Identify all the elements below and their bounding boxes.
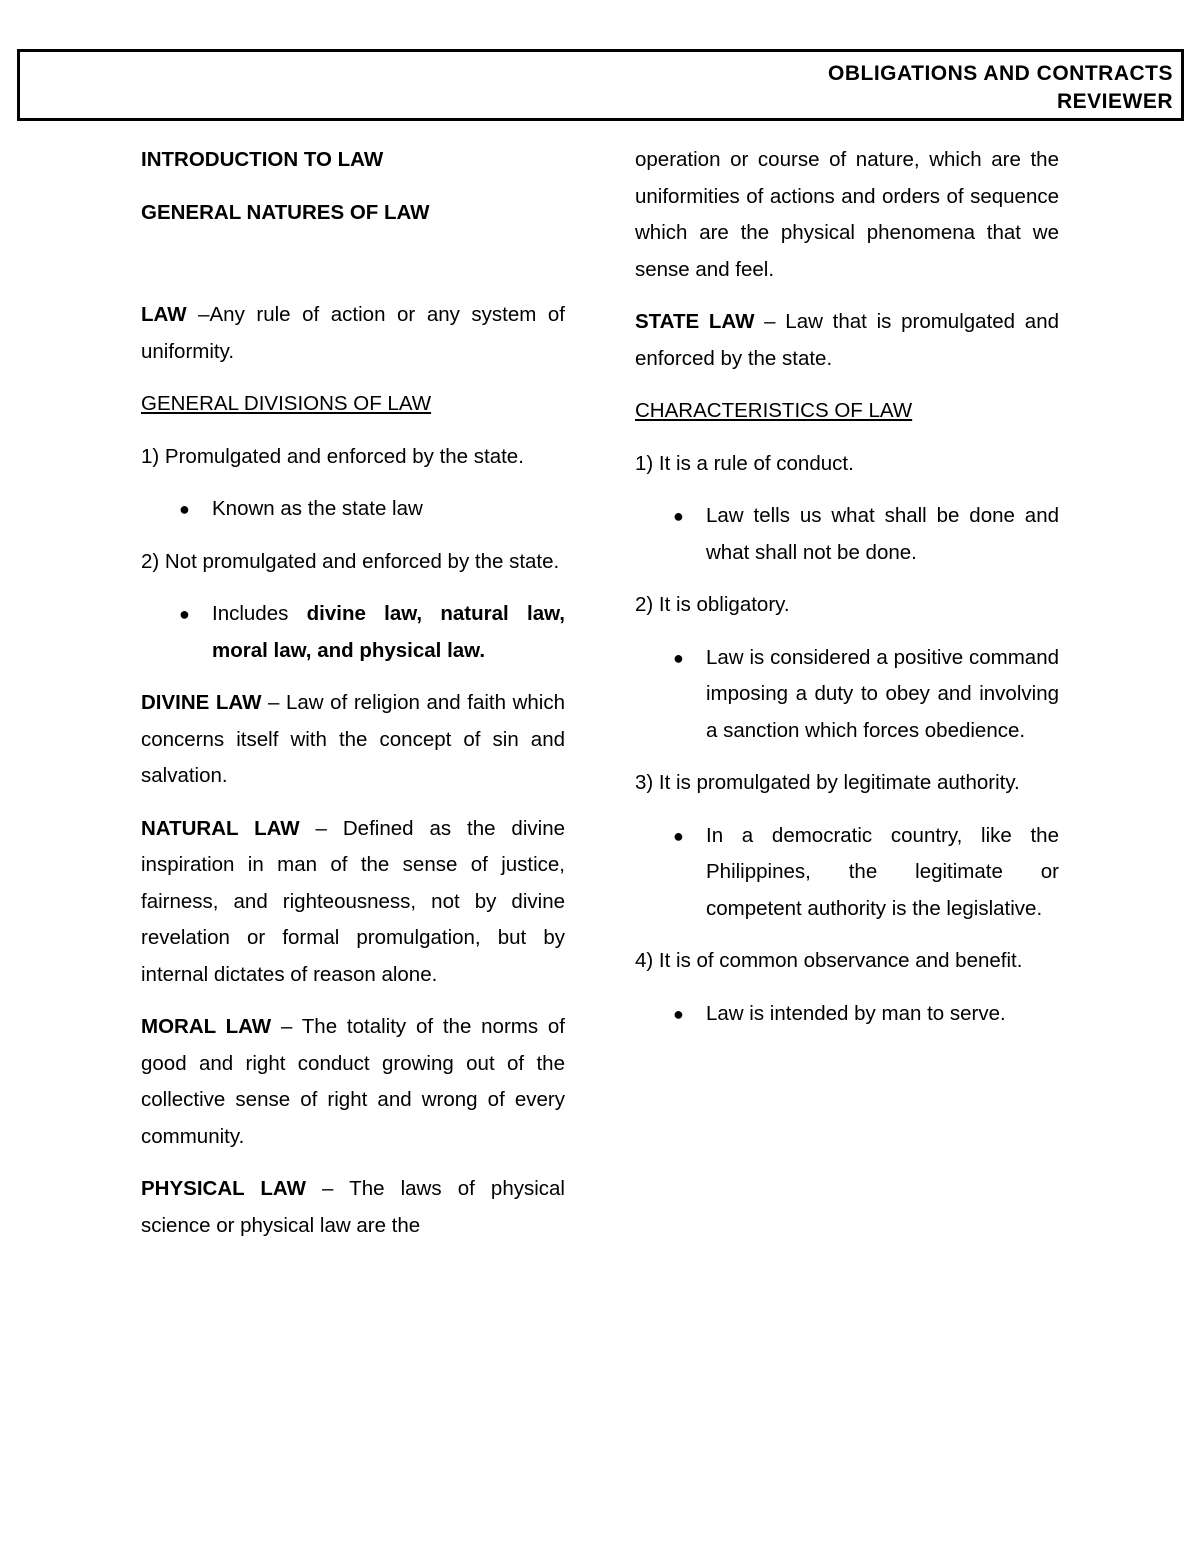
law-term: LAW (141, 303, 187, 326)
document-title (828, 60, 1173, 116)
law-def-text: –Any rule of action or any system of uniformity. (141, 303, 565, 363)
document-title-line-2: REVIEWER (1056, 90, 1173, 113)
bullet-text-prefix: Includes (212, 602, 307, 625)
physical-law-term: PHYSICAL LAW (141, 1177, 306, 1200)
physical-law-text: – The laws of physical science or physical law are the (141, 1177, 565, 1237)
characteristics-title: CHARACTERISTICS OF LAW (635, 399, 913, 422)
divine-law-text: – Law of religion and faith which concerns itself with the concept of sin and salvation. (141, 691, 565, 787)
bullet-text: Law tells us what shall be done and what shall not be done. (706, 504, 1059, 564)
bullet-icon: ● (179, 604, 190, 624)
law-definition (141, 297, 565, 370)
bullet-icon: ● (673, 506, 684, 526)
moral-law-text: – The totality of the norms of good and right conduct growing out of the collective sense of right and wrong of every community. (141, 1015, 565, 1148)
division-2: 2) Not promulgated and enforced by the state. (141, 549, 560, 573)
characteristic-1-bullet (635, 498, 1059, 571)
characteristic-2-bullet (635, 640, 1059, 750)
state-law-definition (635, 304, 1059, 377)
characteristic-1: 1) It is a rule of conduct. (635, 451, 854, 475)
moral-law-term: MORAL LAW (141, 1015, 272, 1038)
natural-law-text: – Defined as the divine inspiration in man of the sense of justice, fairness, and righteousness, not by divine revelation or formal promulgation, but by internal dictates of reason alone. (141, 816, 565, 986)
state-law-text: – Law that is promulgated and enforced by the state. (635, 310, 1059, 370)
bullet-icon: ● (179, 499, 190, 519)
characteristic-3-bullet (635, 818, 1059, 928)
division-1: 1) Promulgated and enforced by the state. (141, 444, 524, 468)
bullet-text: Law is considered a positive command imposing a duty to obey and involving a sanction which forces obedience. (706, 645, 1059, 742)
division-2-bullet (141, 596, 565, 669)
divine-law-term: DIVINE LAW (141, 691, 262, 714)
document-title-line-1: OBLIGATIONS AND CONTRACTS (828, 62, 1173, 85)
physical-law-definition (141, 1171, 565, 1244)
natural-law-term: NATURAL LAW (141, 816, 300, 840)
bullet-text: Law is intended by man to serve. (706, 1001, 1006, 1025)
divisions-title: GENERAL DIVISIONS OF LAW (141, 392, 432, 415)
bullet-icon: ● (673, 647, 684, 668)
bullet-text-bold: divine law, natural law, moral law, and physical law. (212, 602, 565, 662)
state-law-term: STATE LAW (635, 310, 755, 333)
intro-title: INTRODUCTION TO LAW (141, 148, 384, 171)
spacer (141, 247, 565, 297)
bullet-text: In a democratic country, like the Philippines, the legitimate or competent authority is the legislative. (706, 823, 1059, 920)
bullet-icon: ● (673, 825, 684, 846)
characteristic-3: 3) It is promulgated by legitimate authority. (635, 771, 1020, 794)
characteristic-4: 4) It is of common observance and benefit. (635, 949, 1023, 972)
characteristic-4-bullet (635, 996, 1059, 1033)
divine-law-definition (141, 685, 565, 795)
right-column (635, 142, 1059, 1048)
characteristic-2: 2) It is obligatory. (635, 593, 790, 616)
left-column (141, 142, 565, 1260)
bullet-icon: ● (673, 1003, 684, 1024)
natural-law-definition (141, 811, 565, 994)
general-natures-title: GENERAL NATURES OF LAW (141, 200, 430, 224)
bullet-text: Known as the state law (212, 497, 423, 520)
physical-law-continued: operation or course of nature, which are the uniformities of actions and orders of sequence which are the physical phenomena that we sense and feel. (635, 148, 1059, 281)
header-box (17, 49, 1184, 121)
moral-law-definition (141, 1009, 565, 1155)
division-1-bullet (141, 491, 565, 528)
